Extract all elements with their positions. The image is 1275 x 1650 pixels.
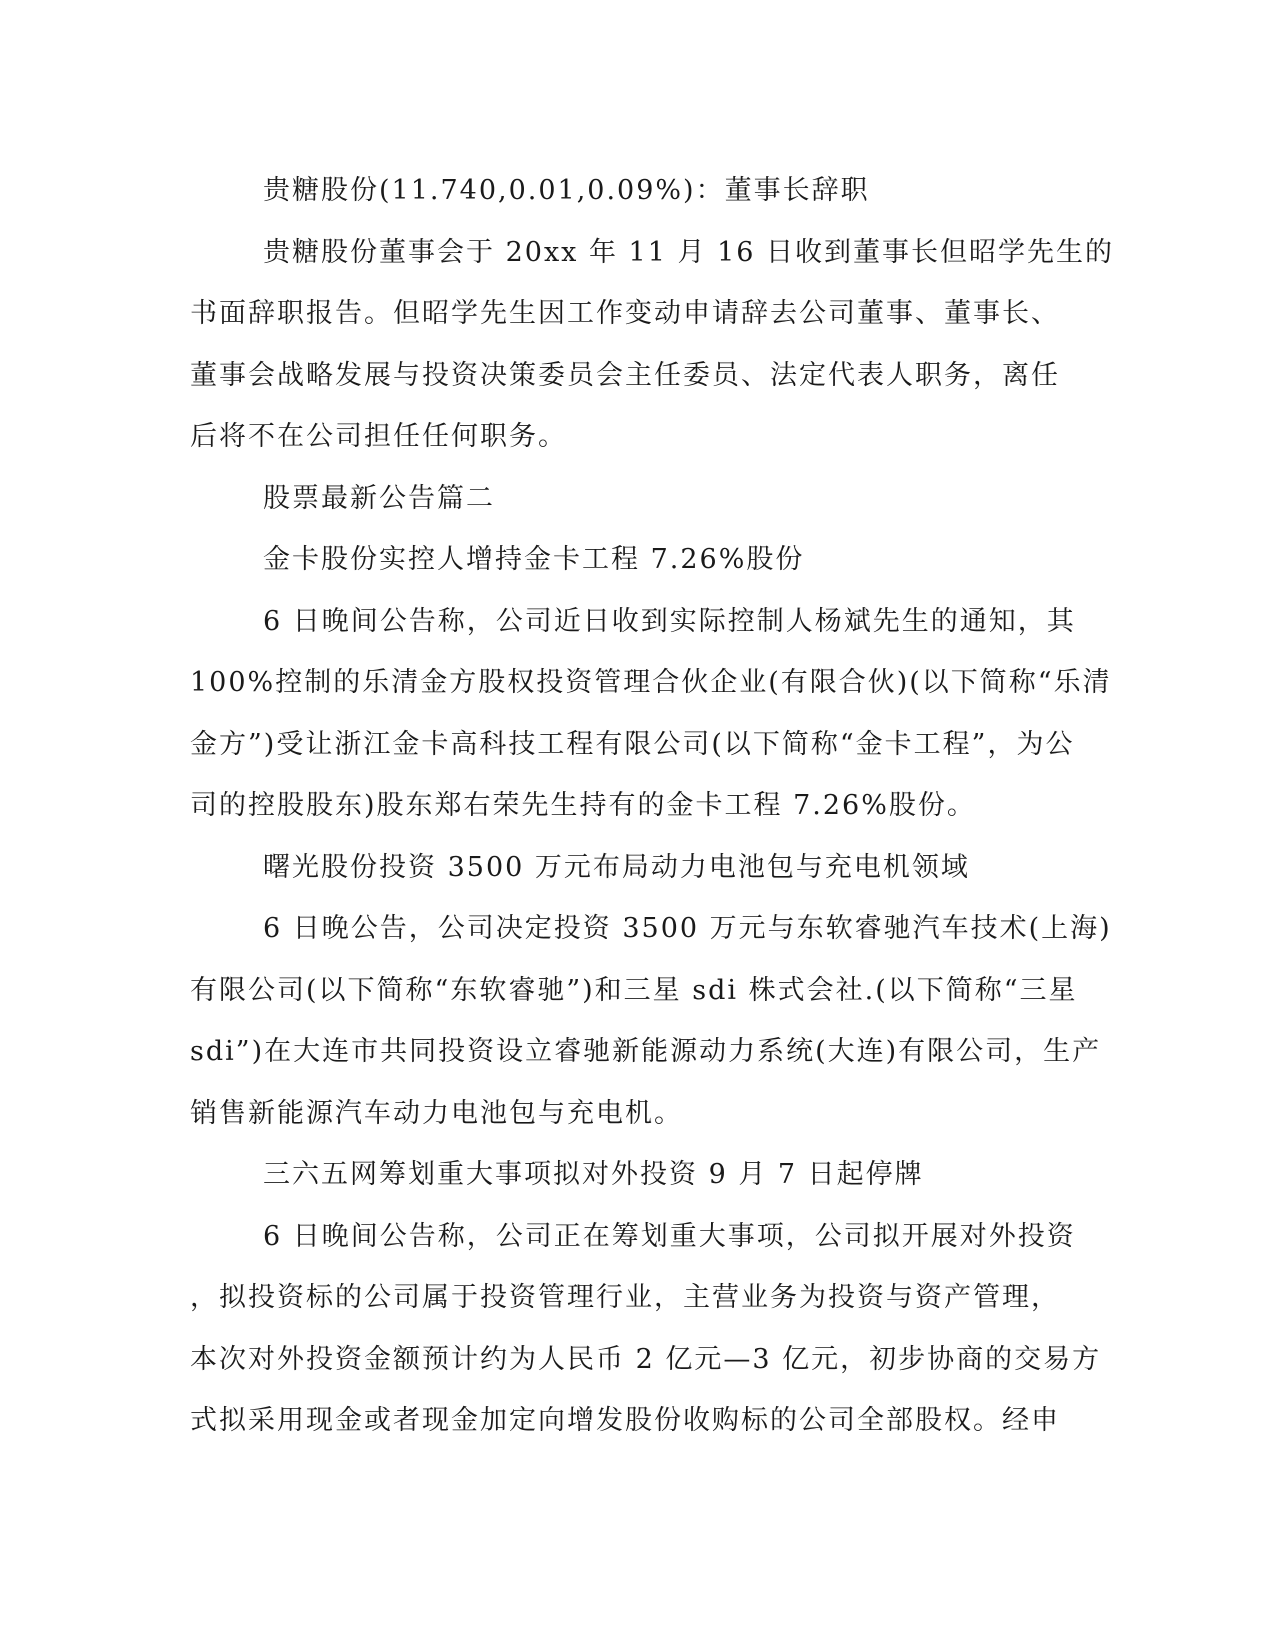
paragraph-line: 董事会战略发展与投资决策委员会主任委员、法定代表人职务，离任 [190,359,1060,391]
paragraph-line: 后将不在公司担任任何职务。 [190,421,567,452]
section-heading-jinka: 金卡股份实控人增持金卡工程 7.26%股份 [263,544,805,575]
document-body [190,160,1115,1452]
paragraph-line: 100%控制的乐清金方股权投资管理合伙企业(有限合伙)(以下简称“乐清 [190,667,1112,698]
section-heading-shuguang: 曙光股份投资 3500 万元布局动力电池包与充电机领域 [263,851,970,883]
paragraph-line: ，拟投资标的公司属于投资管理行业，主营业务为投资与资产管理， [190,1282,1060,1313]
paragraph-line: 金方”)受让浙江金卡高科技工程有限公司(以下简称“金卡工程”，为公 [190,728,1075,760]
section-heading-365wang: 三六五网筹划重大事项拟对外投资 9 月 7 日起停牌 [263,1159,924,1190]
section-heading-part-two: 股票最新公告篇二 [263,482,495,514]
paragraph-line: 贵糖股份董事会于 20xx 年 11 月 16 日收到董事长但昭学先生的 [263,236,1115,268]
paragraph-line: 书面辞职报告。但昭学先生因工作变动申请辞去公司董事、董事长、 [190,298,1060,329]
paragraph-line: 6 日晚间公告称，公司正在筹划重大事项，公司拟开展对外投资 [263,1220,1076,1252]
paragraph-line: 6 日晚间公告称，公司近日收到实际控制人杨斌先生的通知，其 [263,605,1076,637]
paragraph-line: sdi”)在大连市共同投资设立睿驰新能源动力系统(大连)有限公司，生产 [190,1036,1102,1067]
paragraph-line: 有限公司(以下简称“东软睿驰”)和三星 sdi 株式会社.(以下简称“三星 [190,974,1078,1006]
paragraph-line: 司的控股股东)股东郑右荣先生持有的金卡工程 7.26%股份。 [190,790,976,821]
paragraph-line: 本次对外投资金额预计约为人民币 2 亿元—3 亿元，初步协商的交易方 [190,1343,1102,1375]
paragraph-line: 6 日晚公告，公司决定投资 3500 万元与东软睿驰汽车技术(上海) [263,913,1112,944]
section-heading-guitang: 贵糖股份(11.740,0.01,0.09%)：董事长辞职 [263,175,870,206]
paragraph-line: 式拟采用现金或者现金加定向增发股份收购标的公司全部股权。经申 [190,1405,1060,1436]
paragraph-line: 销售新能源汽车动力电池包与充电机。 [190,1097,683,1129]
